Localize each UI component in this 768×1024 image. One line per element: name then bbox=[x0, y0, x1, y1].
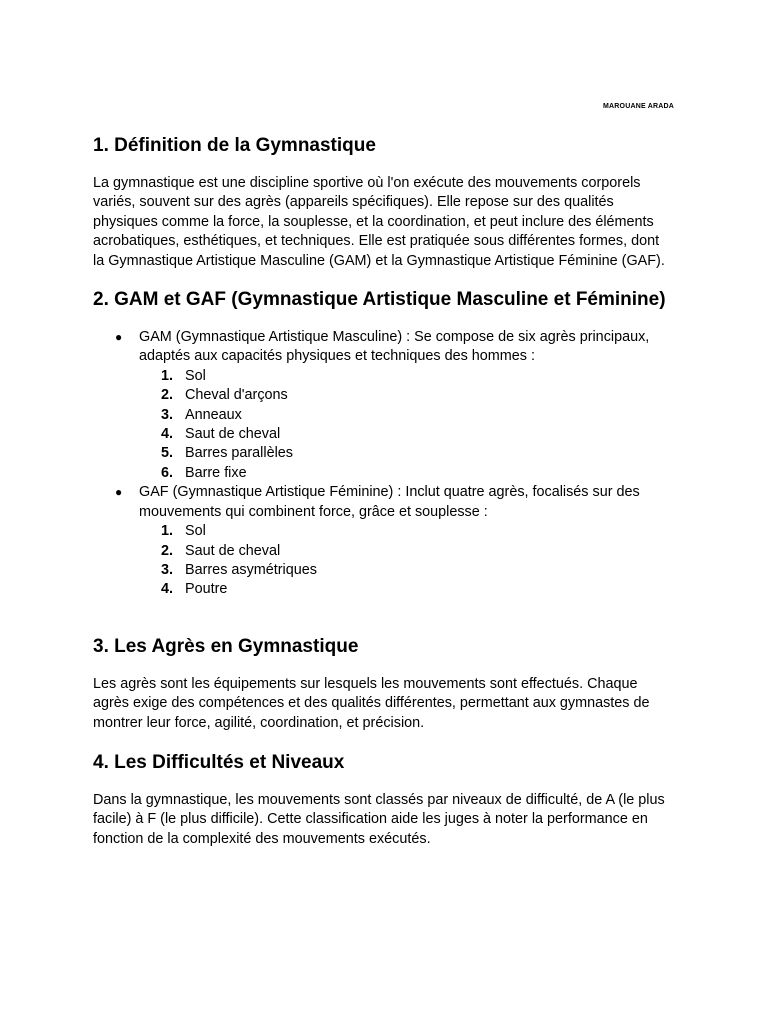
bullet-icon: ● bbox=[115, 485, 123, 500]
list-item-gaf bbox=[115, 483, 673, 599]
apparatus-label: Barre fixe bbox=[185, 464, 247, 481]
section-2-title: 2. GAM et GAF (Gymnastique Artistique Masculine et Féminine) bbox=[93, 289, 666, 311]
bullet-icon: ● bbox=[115, 330, 123, 345]
apparatus-label: Saut de cheval bbox=[185, 426, 281, 443]
list-item bbox=[161, 580, 673, 599]
gaf-description: GAF (Gymnastique Artistique Féminine) : Inclut quatre agrès, focalisés sur des mouvements qui combinent force, grâce et souplesse : bbox=[139, 484, 640, 520]
apparatus-label: Anneaux bbox=[185, 406, 242, 423]
list-number: 2. bbox=[161, 387, 174, 404]
list-item bbox=[161, 561, 673, 580]
author-name: MAROUANE ARADA bbox=[603, 103, 674, 110]
list-number: 3. bbox=[161, 561, 174, 578]
list-item bbox=[161, 367, 673, 386]
list-item bbox=[161, 464, 673, 483]
gam-description: GAM (Gymnastique Artistique Masculine) : Se compose de six agrès principaux, adaptés aux capacités physiques et techniques des hommes : bbox=[139, 329, 650, 365]
section-1-paragraph: La gymnastique est une discipline sportive où l'on exécute des mouvements corporels variés, souvent sur des agrès (appareils spécifiques). Elle repose sur des qualités physiques comme la force, la souplesse, et la coordination, et peut inclure des éléments acrobatiques, esthétiques, et techniques. Elle est pratiquée sous différentes formes, dont la Gymnastique Artistique Masculine (GAM) et la Gymnastique Artistique Féminine (GAF). bbox=[93, 175, 665, 269]
list-number: 6. bbox=[161, 464, 174, 481]
section-1-title: 1. Définition de la Gymnastique bbox=[93, 135, 376, 156]
apparatus-label: Sol bbox=[185, 367, 206, 384]
list-number: 5. bbox=[161, 445, 174, 462]
section-4-paragraph: Dans la gymnastique, les mouvements sont classés par niveaux de difficulté, de A (le plus facile) à F (le plus difficile). Cette classification aide les juges à noter la performance en fonction de la complexité des mouvements exécutés. bbox=[93, 791, 665, 847]
apparatus-label: Cheval d'arçons bbox=[185, 387, 288, 404]
apparatus-label: Barres parallèles bbox=[185, 445, 293, 462]
list-number: 2. bbox=[161, 542, 174, 559]
apparatus-label: Sol bbox=[185, 523, 206, 540]
list-number: 1. bbox=[161, 367, 174, 384]
apparatus-label: Saut de cheval bbox=[185, 542, 281, 559]
discipline-list bbox=[93, 328, 673, 600]
list-item bbox=[161, 522, 673, 541]
list-number: 4. bbox=[161, 426, 174, 443]
list-item bbox=[161, 406, 673, 425]
apparatus-label: Poutre bbox=[185, 581, 228, 598]
list-item bbox=[161, 542, 673, 561]
list-item-gam bbox=[115, 328, 673, 483]
list-item bbox=[161, 444, 673, 463]
list-number: 4. bbox=[161, 581, 174, 598]
list-item bbox=[161, 425, 673, 444]
gam-apparatus-list bbox=[139, 367, 673, 483]
list-item bbox=[161, 386, 673, 405]
gaf-apparatus-list bbox=[139, 522, 673, 600]
list-number: 3. bbox=[161, 406, 174, 423]
section-3-title: 3. Les Agrès en Gymnastique bbox=[93, 635, 359, 657]
section-3-paragraph: Les agrès sont les équipements sur lesquels les mouvements sont effectués. Chaque agrès exige des compétences et des qualités différentes, permettant aux gymnastes de montrer leur force, agilité, coordination, et précision. bbox=[93, 675, 650, 731]
apparatus-label: Barres asymétriques bbox=[185, 561, 317, 578]
document-content bbox=[93, 132, 673, 849]
list-number: 1. bbox=[161, 523, 174, 540]
section-4-title: 4. Les Difficultés et Niveaux bbox=[93, 751, 345, 773]
